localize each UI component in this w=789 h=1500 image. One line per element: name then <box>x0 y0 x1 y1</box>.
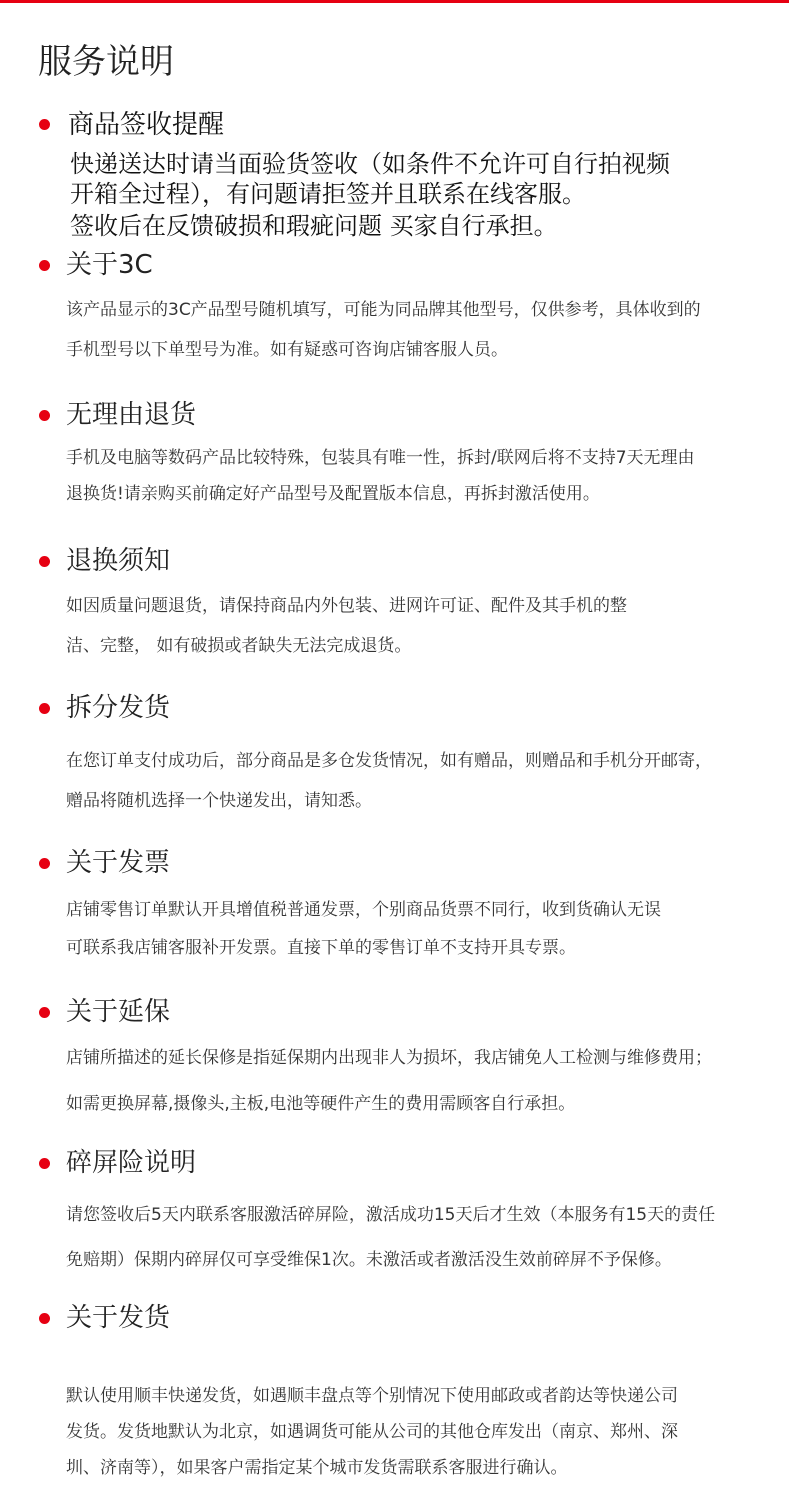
section-text-line: 快递送达时请当面验货签收（如条件不允许可自行拍视频 <box>70 150 670 178</box>
section-text-line: 在您订单支付成功后，部分商品是多仓发货情况，如有赠品，则赠品和手机分开邮寄， <box>66 751 712 771</box>
red-bullet-icon <box>39 260 50 271</box>
red-bullet-icon <box>39 556 50 567</box>
section-text-line: 免赔期）保期内碎屏仅可享受维保1次。未激活或者激活没生效前碎屏不予保修。 <box>66 1250 672 1270</box>
section-text-line: 手机型号以下单型号为准。如有疑惑可咨询店铺客服人员。 <box>66 340 508 360</box>
section-text-line: 可联系我店铺客服补开发票。直接下单的零售订单不支持开具专票。 <box>66 938 576 958</box>
section-heading: 碎屏险说明 <box>66 1148 197 1178</box>
section-text-line: 圳、济南等），如果客户需指定某个城市发货需联系客服进行确认。 <box>66 1458 568 1478</box>
section-heading: 关于发票 <box>66 848 171 878</box>
section-text-line: 发货。发货地默认为北京，如遇调货可能从公司的其他仓库发出（南京、郑州、深 <box>66 1422 678 1442</box>
red-bullet-icon <box>39 410 50 421</box>
red-bullet-icon <box>39 1007 50 1018</box>
section-text-line: 该产品显示的3C产品型号随机填写，可能为同品牌其他型号，仅供参考，具体收到的 <box>66 300 701 320</box>
section-heading: 拆分发货 <box>66 693 171 723</box>
red-bullet-icon <box>39 1158 50 1169</box>
section-text-line: 开箱全过程），有问题请拒签并且联系在线客服。 <box>70 180 586 208</box>
red-bullet-icon <box>39 119 50 130</box>
section-heading: 关于发货 <box>66 1303 171 1333</box>
section-text-line: 退换货!请亲购买前确定好产品型号及配置版本信息，再拆封激活使用。 <box>66 484 600 504</box>
section-text-line: 请您签收后5天内联系客服激活碎屏险，激活成功15天后才生效（本服务有15天的责任 <box>66 1205 716 1225</box>
red-bullet-icon <box>39 703 50 714</box>
section-text-line: 店铺所描述的延长保修是指延保期内出现非人为损坏，我店铺免人工检测与维修费用； <box>66 1048 712 1068</box>
page-title: 服务说明 <box>38 42 174 82</box>
section-text-line: 洁、完整， 如有破损或者缺失无法完成退货。 <box>66 636 412 656</box>
section-heading: 退换须知 <box>66 546 171 576</box>
red-bullet-icon <box>39 1313 50 1324</box>
section-text-line: 手机及电脑等数码产品比较特殊，包装具有唯一性，拆封/联网后将不支持7天无理由 <box>66 448 695 468</box>
section-text-line: 如因质量问题退货，请保持商品内外包装、进网许可证、配件及其手机的整 <box>66 596 627 616</box>
section-text-line: 赠品将随机选择一个快递发出，请知悉。 <box>66 791 372 811</box>
section-text-line: 店铺零售订单默认开具增值税普通发票，个别商品货票不同行，收到货确认无误 <box>66 900 661 920</box>
section-text-line: 签收后在反馈破损和瑕疵问题 买家自行承担。 <box>70 212 558 240</box>
section-heading: 关于延保 <box>66 997 171 1027</box>
section-heading: 商品签收提醒 <box>68 110 225 140</box>
top-accent-bar <box>0 0 789 3</box>
red-bullet-icon <box>39 858 50 869</box>
section-text-line: 默认使用顺丰快递发货，如遇顺丰盘点等个别情况下使用邮政或者韵达等快递公司 <box>66 1386 678 1406</box>
section-text-line: 如需更换屏幕,摄像头,主板,电池等硬件产生的费用需顾客自行承担。 <box>66 1094 576 1114</box>
section-heading: 无理由退货 <box>66 400 197 430</box>
section-heading: 关于3C <box>66 250 153 280</box>
